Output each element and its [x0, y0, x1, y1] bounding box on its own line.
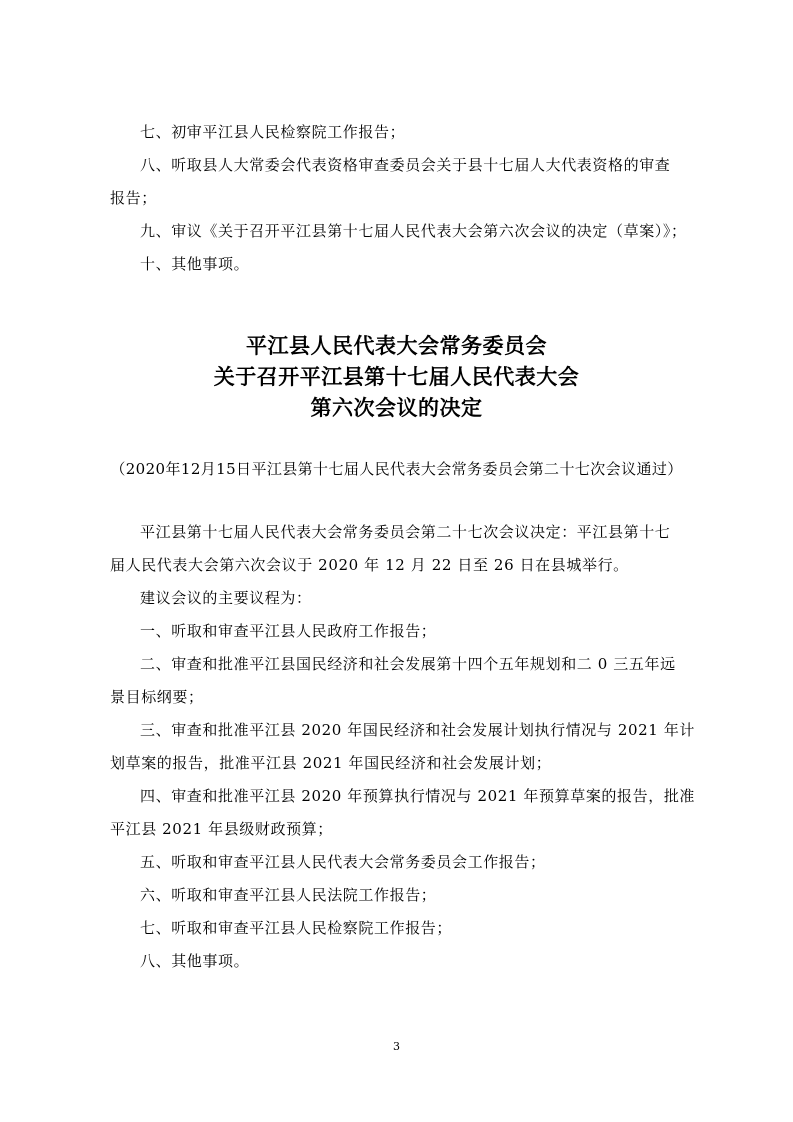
title-line-2: 关于召开平江县第十七届人民代表大会 [213, 365, 580, 389]
agenda-line-2-continued: 景目标纲要； [110, 688, 204, 706]
agenda-line-3-continued: 划草案的报告，批准平江县 2021 年国民经济和社会发展计划； [110, 754, 552, 772]
title-line-1: 平江县人民代表大会常务委员会 [246, 334, 547, 358]
agenda-line-5: 五、听取和审查平江县人民代表大会常务委员会工作报告； [140, 853, 546, 871]
agenda-line-7: 七、听取和审查平江县人民检察院工作报告； [140, 919, 453, 937]
agenda-item-10: 十、其他事项。 [140, 255, 250, 273]
decision-paragraph-line-1: 平江县第十七届人民代表大会常务委员会第二十七次会议决定：平江县第十七 [140, 523, 671, 541]
agenda-intro: 建议会议的主要议程为： [140, 589, 312, 607]
page-number: 3 [393, 1040, 400, 1053]
agenda-line-3: 三、审查和批准平江县 2020 年国民经济和社会发展计划执行情况与 2021 年计 [140, 721, 696, 739]
adoption-note: （2020年12月15日平江县第十七届人民代表大会常务委员会第二十七次会议通过） [110, 460, 683, 478]
agenda-line-2: 二、审查和批准平江县国民经济和社会发展第十四个五年规划和二 0 三五年远 [140, 655, 676, 673]
agenda-item-9: 九、审议《关于召开平江县第十七届人民代表大会第六次会议的决定（草案）》； [140, 222, 687, 240]
agenda-line-1: 一、听取和审查平江县人民政府工作报告； [140, 622, 437, 640]
agenda-line-4: 四、审查和批准平江县 2020 年预算执行情况与 2021 年预算草案的报告，批准 [140, 787, 696, 805]
decision-paragraph-line-2: 届人民代表大会第六次会议于 2020 年 12 月 22 日至 26 日在县城举行。 [110, 556, 629, 574]
title-line-3: 第六次会议的决定 [310, 396, 483, 420]
agenda-line-8: 八、其他事项。 [140, 952, 250, 970]
agenda-line-6: 六、听取和审查平江县人民法院工作报告； [140, 886, 437, 904]
agenda-line-4-continued: 平江县 2021 年县级财政预算； [110, 820, 333, 838]
agenda-item-8: 八、听取县人大常委会代表资格审查委员会关于县十七届人大代表资格的审查 [140, 156, 671, 174]
agenda-item-8-continued: 报告； [110, 189, 157, 207]
agenda-item-7: 七、初审平江县人民检察院工作报告； [140, 123, 406, 141]
